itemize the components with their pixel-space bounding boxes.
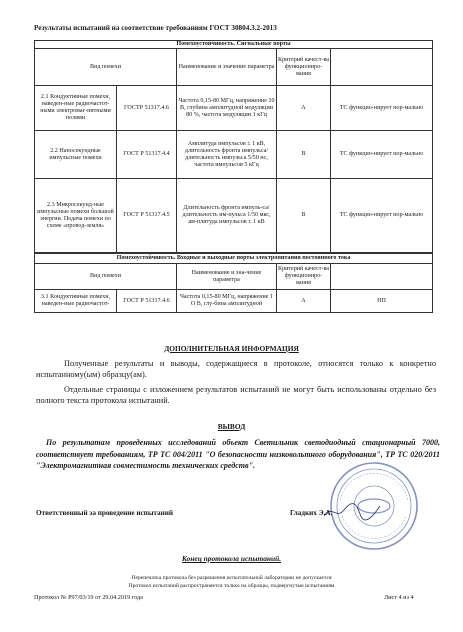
row-type: 2.3 Микросекунд-ные импульсные помехи большой энергии. Подача помехи по схеме «провод-земля» [35,179,117,253]
row-result: ТС функцио-нирует нор-мально [331,131,433,179]
signal-ports-section-title: Помехоустойчивость. Сигнальные порты [35,41,433,49]
row-type: 3.1 Кондуктивные помехи, наведен-ные радиочастот- [35,290,117,313]
additional-info-paragraph-2: Отдельные страницы с изложением результатов испытаний не могут быть использованы отдельно без полного текста протокола испытаний. [36,385,436,405]
row-criterion: В [277,131,331,179]
footnote-line-1: Перепечатка протокола без разрешения испытательной лаборатории не допускается [131,575,332,581]
row-type: 2.2 Наносекундные импульсные помехи [35,131,117,179]
row-parameter: Частота 0,15-80 МГц, напряжение 10 В, глубина амплитудной модуляции 80 %, частота модуляции 1 кГц [177,86,277,131]
row-criterion: А [277,290,331,313]
protocol-end-title: Конец протокола испытаний. [181,554,282,563]
footnote-line-2: Протокол испытаний распространяется только на образцы, подвергнутые испытаниям [128,583,335,589]
column-header-criterion: Критерий качест-ва функциониро-вания [277,49,331,86]
row-result: ТС функцио-нирует нор-мально [331,179,433,253]
dc-ports-section-title: Помехоустойчивость. Входные и выходные порты электропитания постоянного тока [35,254,433,264]
column-header-type: Вид помехи [35,49,177,86]
responsible-label: Ответственный за проведение испытаний [36,509,174,517]
row-type: 2.1 Кондуктивные помехи, наведен-ные радиочастот-ными электромаг-нитными полями [35,86,117,131]
column-header-result [331,264,433,290]
row-criterion: В [277,179,331,253]
footer-protocol-number: Протокол № Р97/03/19 от 29.04.2019 года [34,594,143,601]
row-parameter: Частота 0,15-80 МГц, напряжение 1 О В, глу-бина амплитудной [177,290,277,313]
column-header-type: Вид помехи [35,264,177,290]
row-parameter: Амплитуда импульсов ± 1 кВ, длительность фронта импульса/длительность импульса 5/50 нс, частота импульсов 5 кГц [177,131,277,179]
row-standard: ГОСТ Р 51317.4.5 [117,179,177,253]
row-result: НП [331,290,433,313]
table-row [35,131,433,179]
row-standard: ГОСТ Р 51317.4.4 [117,131,177,179]
conclusion-title: ВЫВОД [217,422,246,431]
conclusion-text: По результатам проведенных исследований объект Светильник светодиодный стационарный 7000, соответствует требованиям, ТР ТС 004/2011 "О безопасности низковольтного оборудования", ТР ТС 020/2011 "Электромагнитная совместимость технических средств". [36,438,440,470]
column-header-param: Наименование и зна-чение параметра [177,264,277,290]
column-header-criterion: Критерий качест-ва функциониро-вания [277,264,331,290]
row-result: ТС функцио-нирует нор-мально [331,86,433,131]
table-row [35,86,433,131]
column-header-result [331,49,433,86]
row-standard: ГОСТ Р 51317.4.6 [117,290,177,313]
dc-power-ports-table [34,253,433,313]
additional-info-paragraph-1: Полученные результаты и выводы, содержащиеся в протоколе, относятся только к конкретно испытанному(ым) образцу(ам). [36,359,436,379]
row-standard: ГОСТР 51317.4.6 [117,86,177,131]
signal-ports-table [34,40,433,253]
footer-page-number: Лист 4 из 4 [384,594,414,601]
results-header: Результаты испытаний на соответствие требованиям ГОСТ 30804.3.2-2013 [34,24,277,32]
additional-info-title: ДОПОЛНИТЕЛЬНАЯ ИНФОРМАЦИЯ [164,344,299,353]
column-header-param: Наименование и значение параметра [177,49,277,86]
row-criterion: А [277,86,331,131]
table-row [35,290,433,313]
table-row [35,179,433,253]
row-parameter: Длительность фронта импуль-са/длительность им-пульса 1/50 мкс, ам-плитуда импульсов ± 1 кВ [177,179,277,253]
responsible-name: Гладких Э.А. [290,509,333,517]
